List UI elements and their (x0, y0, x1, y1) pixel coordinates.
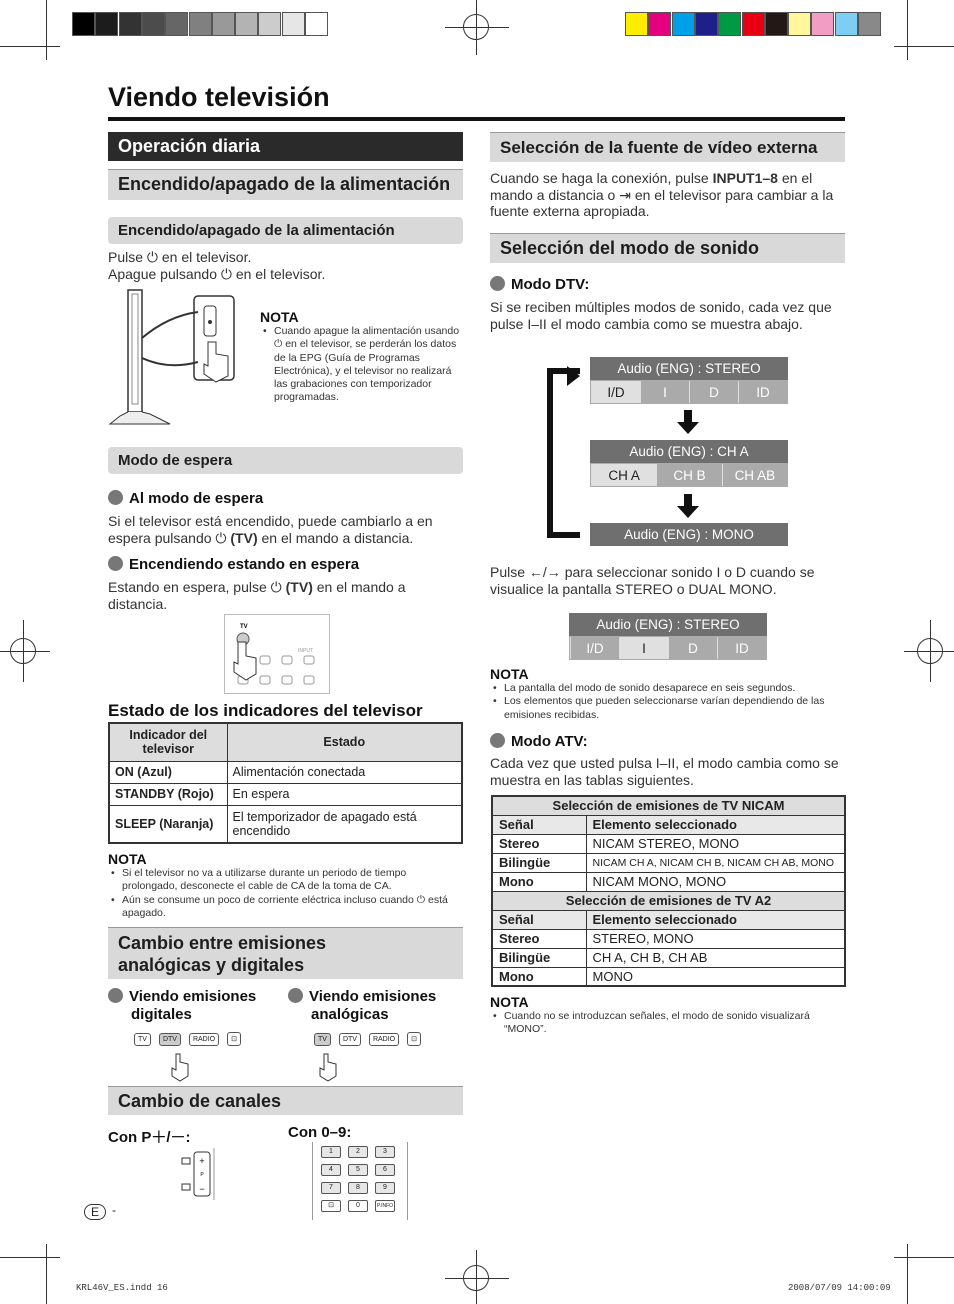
keypad-key[interactable]: 5 (348, 1164, 368, 1176)
keypad-key[interactable]: 7 (321, 1182, 341, 1194)
svg-text:−: − (199, 1184, 205, 1194)
nota-2-list (108, 867, 463, 920)
sound-box-stereo-2 (569, 613, 767, 660)
con-p-label: Con P＋/－: (108, 1129, 191, 1146)
page-dash: - (112, 1203, 116, 1217)
sound-box-stereo (590, 357, 788, 404)
color-swatch (788, 12, 811, 36)
arrow-down-icon (677, 506, 699, 518)
table-cell: MONO (586, 967, 845, 986)
sound-option: I (640, 381, 689, 403)
input-button[interactable]: ⊡ (227, 1032, 241, 1046)
footer-file: KRL46V_ES.indd 16 (76, 1283, 168, 1293)
sound-option: CH A (591, 464, 656, 486)
bullet-dot (108, 988, 123, 1003)
sound-option: I/D (570, 637, 619, 659)
keypad-key[interactable]: 0 (348, 1200, 368, 1212)
keypad (312, 1142, 408, 1220)
input-button[interactable]: ⊡ (407, 1032, 421, 1046)
col-header: Elemento seleccionado (586, 910, 845, 929)
atv-text: Cada vez que usted pulsa I–II, el modo cambia como se muestra en las tablas siguientes. (490, 755, 839, 788)
radio-button[interactable]: RADIO (369, 1033, 399, 1046)
keypad-key[interactable]: 8 (348, 1182, 368, 1194)
color-swatch (811, 12, 834, 36)
tv-button[interactable]: TV (134, 1033, 151, 1046)
estado-header-0: Indicador del televisor (109, 723, 227, 761)
crop-mark (476, 1250, 477, 1304)
crop-mark (894, 46, 954, 47)
gray-swatch (95, 12, 118, 36)
con-09-label: Con 0–9: (288, 1124, 352, 1141)
radio-button[interactable]: RADIO (189, 1033, 219, 1046)
nota-3-item: • Los elementos que pueden seleccionarse varían dependiendo de las emisiones recibidas. (490, 695, 845, 722)
digital-buttons (134, 1028, 249, 1046)
table-cell: NICAM MONO, MONO (586, 872, 845, 891)
color-swatch (835, 12, 858, 36)
keypad-key[interactable]: 3 (375, 1146, 395, 1158)
keypad-key[interactable]: 6 (375, 1164, 395, 1176)
sound-option: CH AB (722, 464, 787, 486)
gray-swatch (165, 12, 188, 36)
section-sonido: Selección del modo de sonido (490, 233, 845, 263)
table-cell: STEREO, MONO (586, 929, 845, 948)
crop-mark (46, 1244, 47, 1304)
gray-swatch (142, 12, 165, 36)
table-cell: Bilingüe (492, 948, 586, 967)
nicam-title: Selección de emisiones de TV NICAM (492, 796, 845, 815)
col-header: Elemento seleccionado (586, 815, 845, 834)
estado-cell: El temporizador de apagado está encendido (227, 805, 462, 843)
page-letter: E (84, 1204, 106, 1220)
hand-icon (168, 1046, 192, 1082)
bullet-dot (288, 988, 303, 1003)
sound-option: ID (717, 637, 766, 659)
arrow-down-icon (677, 422, 699, 434)
footer-date: 2008/07/09 14:00:09 (788, 1283, 891, 1293)
nota-1-list (260, 325, 465, 405)
cycle-arrow-head (567, 366, 580, 386)
sound-option: D (668, 637, 717, 659)
sound-box-mono (590, 523, 788, 546)
nota-4-title: NOTA (490, 994, 529, 1010)
remote-illustration (224, 614, 330, 694)
gray-swatch (282, 12, 305, 36)
gray-swatch (305, 12, 328, 36)
crop-mark (894, 1257, 954, 1258)
tv-side-illustration (108, 286, 248, 428)
keypad-key[interactable]: 9 (375, 1182, 395, 1194)
remote-tv-label: TV (240, 624, 248, 630)
crop-mark (904, 651, 954, 652)
color-swatch (625, 12, 648, 36)
sound-option: I/D (591, 381, 640, 403)
sound-option: D (689, 381, 738, 403)
arrow-down-stem (684, 494, 692, 506)
dtv-text: Si se reciben múltiples modos de sonido, cada vez que pulse I–II el modo cambia como se muestra abajo. (490, 299, 832, 332)
bullet-dot (490, 276, 505, 291)
page-title: Viendo televisión (108, 82, 330, 112)
crop-mark (907, 0, 908, 60)
sound-box-head: Audio (ENG) : STEREO (590, 357, 788, 380)
table-cell: NICAM STEREO, MONO (586, 834, 845, 853)
hand-icon (316, 1046, 340, 1082)
estado-cell: STANDBY (Rojo) (109, 783, 227, 805)
estado-header-1: Estado (227, 723, 462, 761)
color-swatch (742, 12, 765, 36)
a2-title: Selección de emisiones de TV A2 (492, 891, 845, 910)
sound-option: ID (738, 381, 787, 403)
bullet-dot (108, 556, 123, 571)
bullet-dot (108, 490, 123, 505)
nota-4-list (490, 1010, 845, 1037)
sound-box-head: Audio (ENG) : STEREO (569, 613, 767, 636)
table-cell: CH A, CH B, CH AB (586, 948, 845, 967)
atv-title: Modo ATV: (490, 733, 588, 750)
estado-title: Estado de los indicadores del televisor (108, 701, 423, 720)
gray-swatch (119, 12, 142, 36)
keypad-key[interactable]: P.INFO (375, 1200, 395, 1212)
pulse-arrows-text: Pulse ←/→ para seleccionar sonido I o D cuando se visualice la pantalla STEREO o DUAL MONO. (490, 564, 815, 597)
crop-mark (930, 620, 931, 682)
keypad-key[interactable]: 2 (348, 1146, 368, 1158)
table-cell: Stereo (492, 929, 586, 948)
subsection-espera: Modo de espera (108, 447, 463, 474)
svg-text:+: + (199, 1156, 205, 1166)
crop-mark (445, 27, 509, 28)
section-operacion: Operación diaria (108, 132, 463, 161)
nota-3-title: NOTA (490, 666, 529, 682)
analogicas-title: Viendo emisiones analógicas (288, 988, 436, 1024)
keypad-key[interactable]: ⊡ (321, 1200, 341, 1212)
col-header: Señal (492, 815, 586, 834)
gray-swatch (72, 12, 95, 36)
color-swatch (672, 12, 695, 36)
nota-2-title: NOTA (108, 851, 147, 867)
analog-buttons (314, 1028, 429, 1046)
estado-cell: En espera (227, 783, 462, 805)
nota-1-title: NOTA (260, 309, 299, 325)
section-encendido: Encendido/apagado de la alimentación (108, 169, 463, 200)
gray-swatch (189, 12, 212, 36)
estado-cell: ON (Azul) (109, 761, 227, 783)
sound-box-cha (590, 440, 788, 487)
atv-table (491, 795, 846, 987)
encendiendo-text: Estando en espera, pulse ⏻ (TV) en el mando a distancia. (108, 579, 406, 612)
nota-4-item: • Cuando no se introduzcan señales, el modo de sonido visualizará “MONO”. (490, 1010, 845, 1037)
digitales-title: Viendo emisiones digitales (108, 988, 256, 1024)
pulse-text-2: Apague pulsando ⏻ en el televisor. (108, 266, 326, 282)
table-cell: NICAM CH A, NICAM CH B, NICAM CH AB, MONO (586, 853, 845, 872)
crop-mark (0, 1257, 60, 1258)
crop-mark (0, 46, 60, 47)
table-cell: Mono (492, 967, 586, 986)
sound-box-head: Audio (ENG) : CH A (590, 440, 788, 463)
nota-2-item: • Si el televisor no va a utilizarse durante un periodo de tiempo prolongado, desconecte el cable de CA de la toma de CA. (108, 867, 463, 894)
al-modo-title: Al modo de espera (108, 490, 263, 507)
crop-mark (0, 651, 50, 652)
fuente-text: Cuando se haga la conexión, pulse INPUT1–8 en el mando a distancia o ⇥ en el televisor para cambiar a la fuente externa apropiada. (490, 170, 834, 219)
crop-mark (445, 1278, 509, 1279)
sound-option: I (619, 637, 668, 659)
col-header: Señal (492, 910, 586, 929)
dtv-button[interactable]: DTV (159, 1033, 181, 1046)
color-swatch (648, 12, 671, 36)
crop-mark (46, 0, 47, 60)
keypad-key[interactable]: 1 (321, 1146, 341, 1158)
nota-3-list (490, 682, 845, 722)
estado-table (108, 722, 463, 844)
dtv-title: Modo DTV: (490, 276, 589, 293)
dtv-button[interactable]: DTV (339, 1033, 361, 1046)
sound-option: CH B (656, 464, 721, 486)
title-rule (108, 117, 845, 121)
section-cambio: Cambio entre emisiones analógicas y digitales (108, 927, 463, 979)
table-cell: Mono (492, 872, 586, 891)
crop-mark (23, 620, 24, 682)
al-modo-text: Si el televisor está encendido, puede cambiarlo a en espera pulsando ⏻ (TV) en el mando a distancia. (108, 513, 433, 546)
color-swatch (718, 12, 741, 36)
color-swatch (765, 12, 788, 36)
estado-cell: SLEEP (Naranja) (109, 805, 227, 843)
subsection-encendido: Encendido/apagado de la alimentación (108, 217, 463, 244)
nota-3-item: • La pantalla del modo de sonido desaparece en seis segundos. (490, 682, 845, 695)
svg-text:P: P (200, 1172, 204, 1178)
pulse-text-1: Pulse ⏻ en el televisor. (108, 249, 252, 265)
arrow-down-stem (684, 410, 692, 422)
color-swatch (695, 12, 718, 36)
gray-swatch (212, 12, 235, 36)
nota-1-item: • Cuando apague la alimentación usando ⏻ en el televisor, se perderán los datos de la EPG (Guía de Programas Electrónica), y el televisor no realizará las grabaciones con temporizador programadas. (260, 325, 465, 405)
gray-swatch (235, 12, 258, 36)
table-cell: Stereo (492, 834, 586, 853)
tv-button[interactable]: TV (314, 1033, 331, 1046)
keypad-key[interactable]: 4 (321, 1164, 341, 1176)
sound-box-head: Audio (ENG) : MONO (590, 523, 788, 546)
estado-cell: Alimentación conectada (227, 761, 462, 783)
nota-2-item: • Aún se consume un poco de corriente eléctrica incluso cuando ⏻ está apagado. (108, 894, 463, 921)
section-canales: Cambio de canales (108, 1086, 463, 1115)
gray-swatch (258, 12, 281, 36)
cycle-arrow-line (547, 368, 580, 538)
section-fuente: Selección de la fuente de vídeo externa (490, 132, 845, 162)
remote-input-label: INPUT (298, 648, 313, 654)
encendiendo-title: Encendiendo estando en espera (108, 556, 359, 573)
bullet-dot (490, 733, 505, 748)
color-swatch (858, 12, 881, 36)
channel-rocker (180, 1148, 216, 1200)
crop-mark (907, 1244, 908, 1304)
table-cell: Bilingüe (492, 853, 586, 872)
